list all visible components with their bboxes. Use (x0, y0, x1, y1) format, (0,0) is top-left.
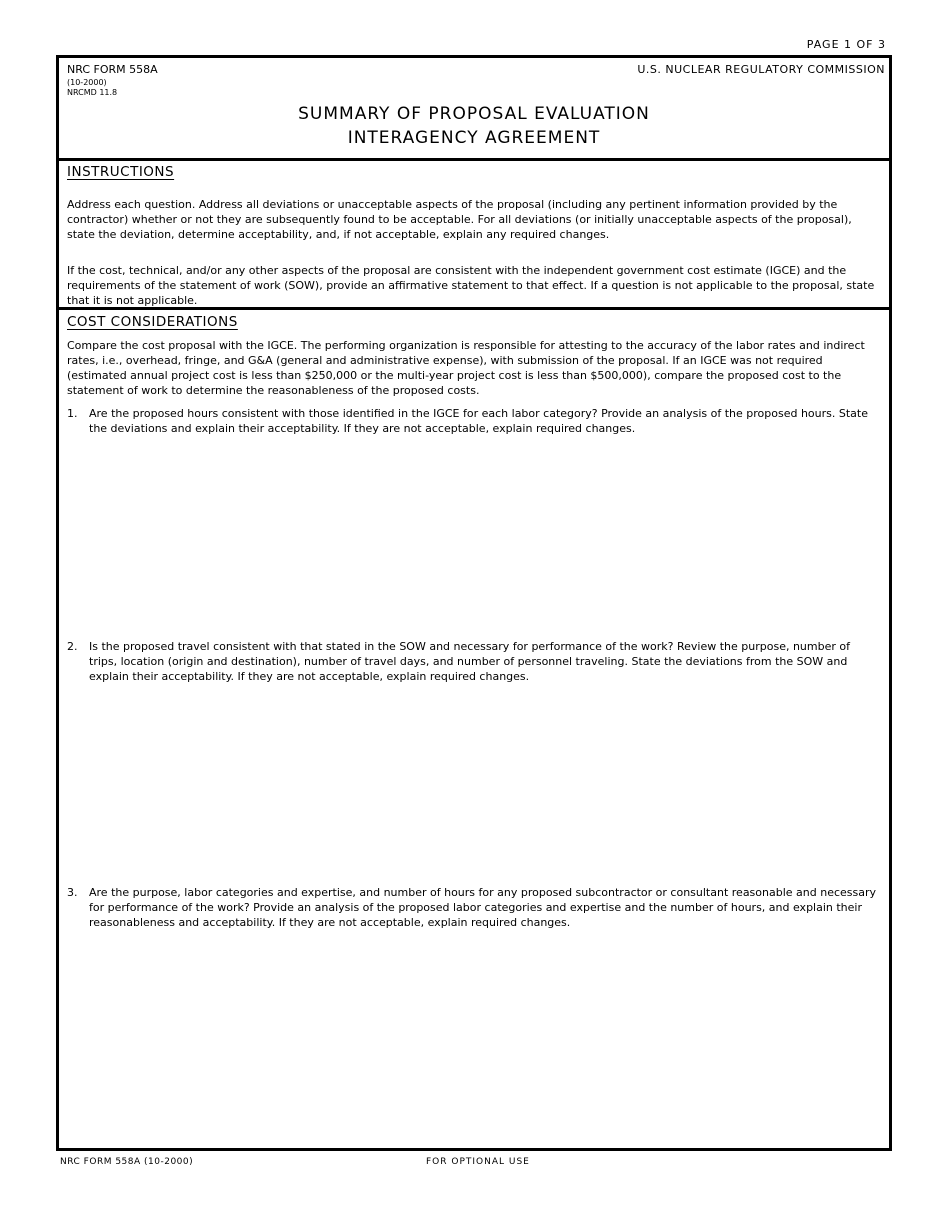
question-text: Are the purpose, labor categories and expertise, and number of hours for any proposed subcontractor or consultant reasonable and necessary for performance of the work? Provide an analysis of the proposed labor categories and expertise and the number of hours, and explain their reasonableness and acceptability. If they are not acceptable, explain required changes. (89, 886, 877, 929)
form-title-line1: SUMMARY OF PROPOSAL EVALUATION (298, 104, 650, 124)
cost-considerations-intro: Compare the cost proposal with the IGCE. The performing organization is responsible for attesting to the accuracy of the labor rates and indirect rates, i.e., overhead, fringe, and G&A (general and administrative expense), with submission of the proposal. If an IGCE was not required (estimated annual project cost is less than $250,000 or the multi-year project cost is less than $500,000), compare the proposed cost to the statement of work to determine the reasonableness of the proposed costs. (67, 339, 865, 397)
footer-usage: FOR OPTIONAL USE (426, 1157, 530, 1167)
form-id: NRC FORM 558A (67, 63, 158, 76)
form-revision: (10-2000) (67, 78, 107, 87)
cost-considerations-section (59, 310, 889, 1148)
question-number: 2. (67, 640, 78, 653)
form-directive: NRCMD 11.8 (67, 88, 118, 97)
question-1 (67, 406, 879, 436)
instructions-section (59, 161, 889, 310)
agency-name: U.S. NUCLEAR REGULATORY COMMISSION (637, 63, 885, 76)
question-number: 1. (67, 407, 78, 420)
form-title-line2: INTERAGENCY AGREEMENT (347, 128, 601, 148)
form-header (59, 58, 889, 161)
form-frame (56, 55, 892, 1151)
question-text: Are the proposed hours consistent with those identified in the IGCE for each labor category? Provide an analysis of the proposed hours. State the deviations and explain their acceptability. If they are not acceptable, explain required changes. (89, 407, 868, 435)
question-number: 3. (67, 886, 78, 899)
footer-form-ref: NRC FORM 558A (10-2000) (60, 1157, 194, 1167)
question-text: Is the proposed travel consistent with that stated in the SOW and necessary for performance of the work? Review the purpose, number of trips, location (origin and destination), number of travel days, and number of personnel traveling. State the deviations from the SOW and explain their acceptability. If they are not acceptable, explain required changes. (89, 640, 850, 683)
instructions-paragraph-1: Address each question. Address all deviations or unacceptable aspects of the proposal (including any pertinent information provided by the contractor) whether or not they are subsequently found to be acceptable. For all deviations (or initially unacceptable aspects of the proposal), state the deviation, determine acceptability, and, if not acceptable, explain any required changes. (67, 198, 852, 241)
instructions-paragraph-2: If the cost, technical, and/or any other aspects of the proposal are consistent with the independent government cost estimate (IGCE) and the requirements of the statement of work (SOW), provide an affirmative statement to that effect. If a question is not applicable to the proposal, state that it is not applicable. (67, 264, 875, 307)
cost-considerations-heading: COST CONSIDERATIONS (67, 314, 238, 330)
question-2 (67, 639, 879, 684)
page-number: PAGE 1 OF 3 (806, 38, 886, 51)
instructions-heading: INSTRUCTIONS (67, 164, 175, 180)
question-3 (67, 885, 879, 930)
